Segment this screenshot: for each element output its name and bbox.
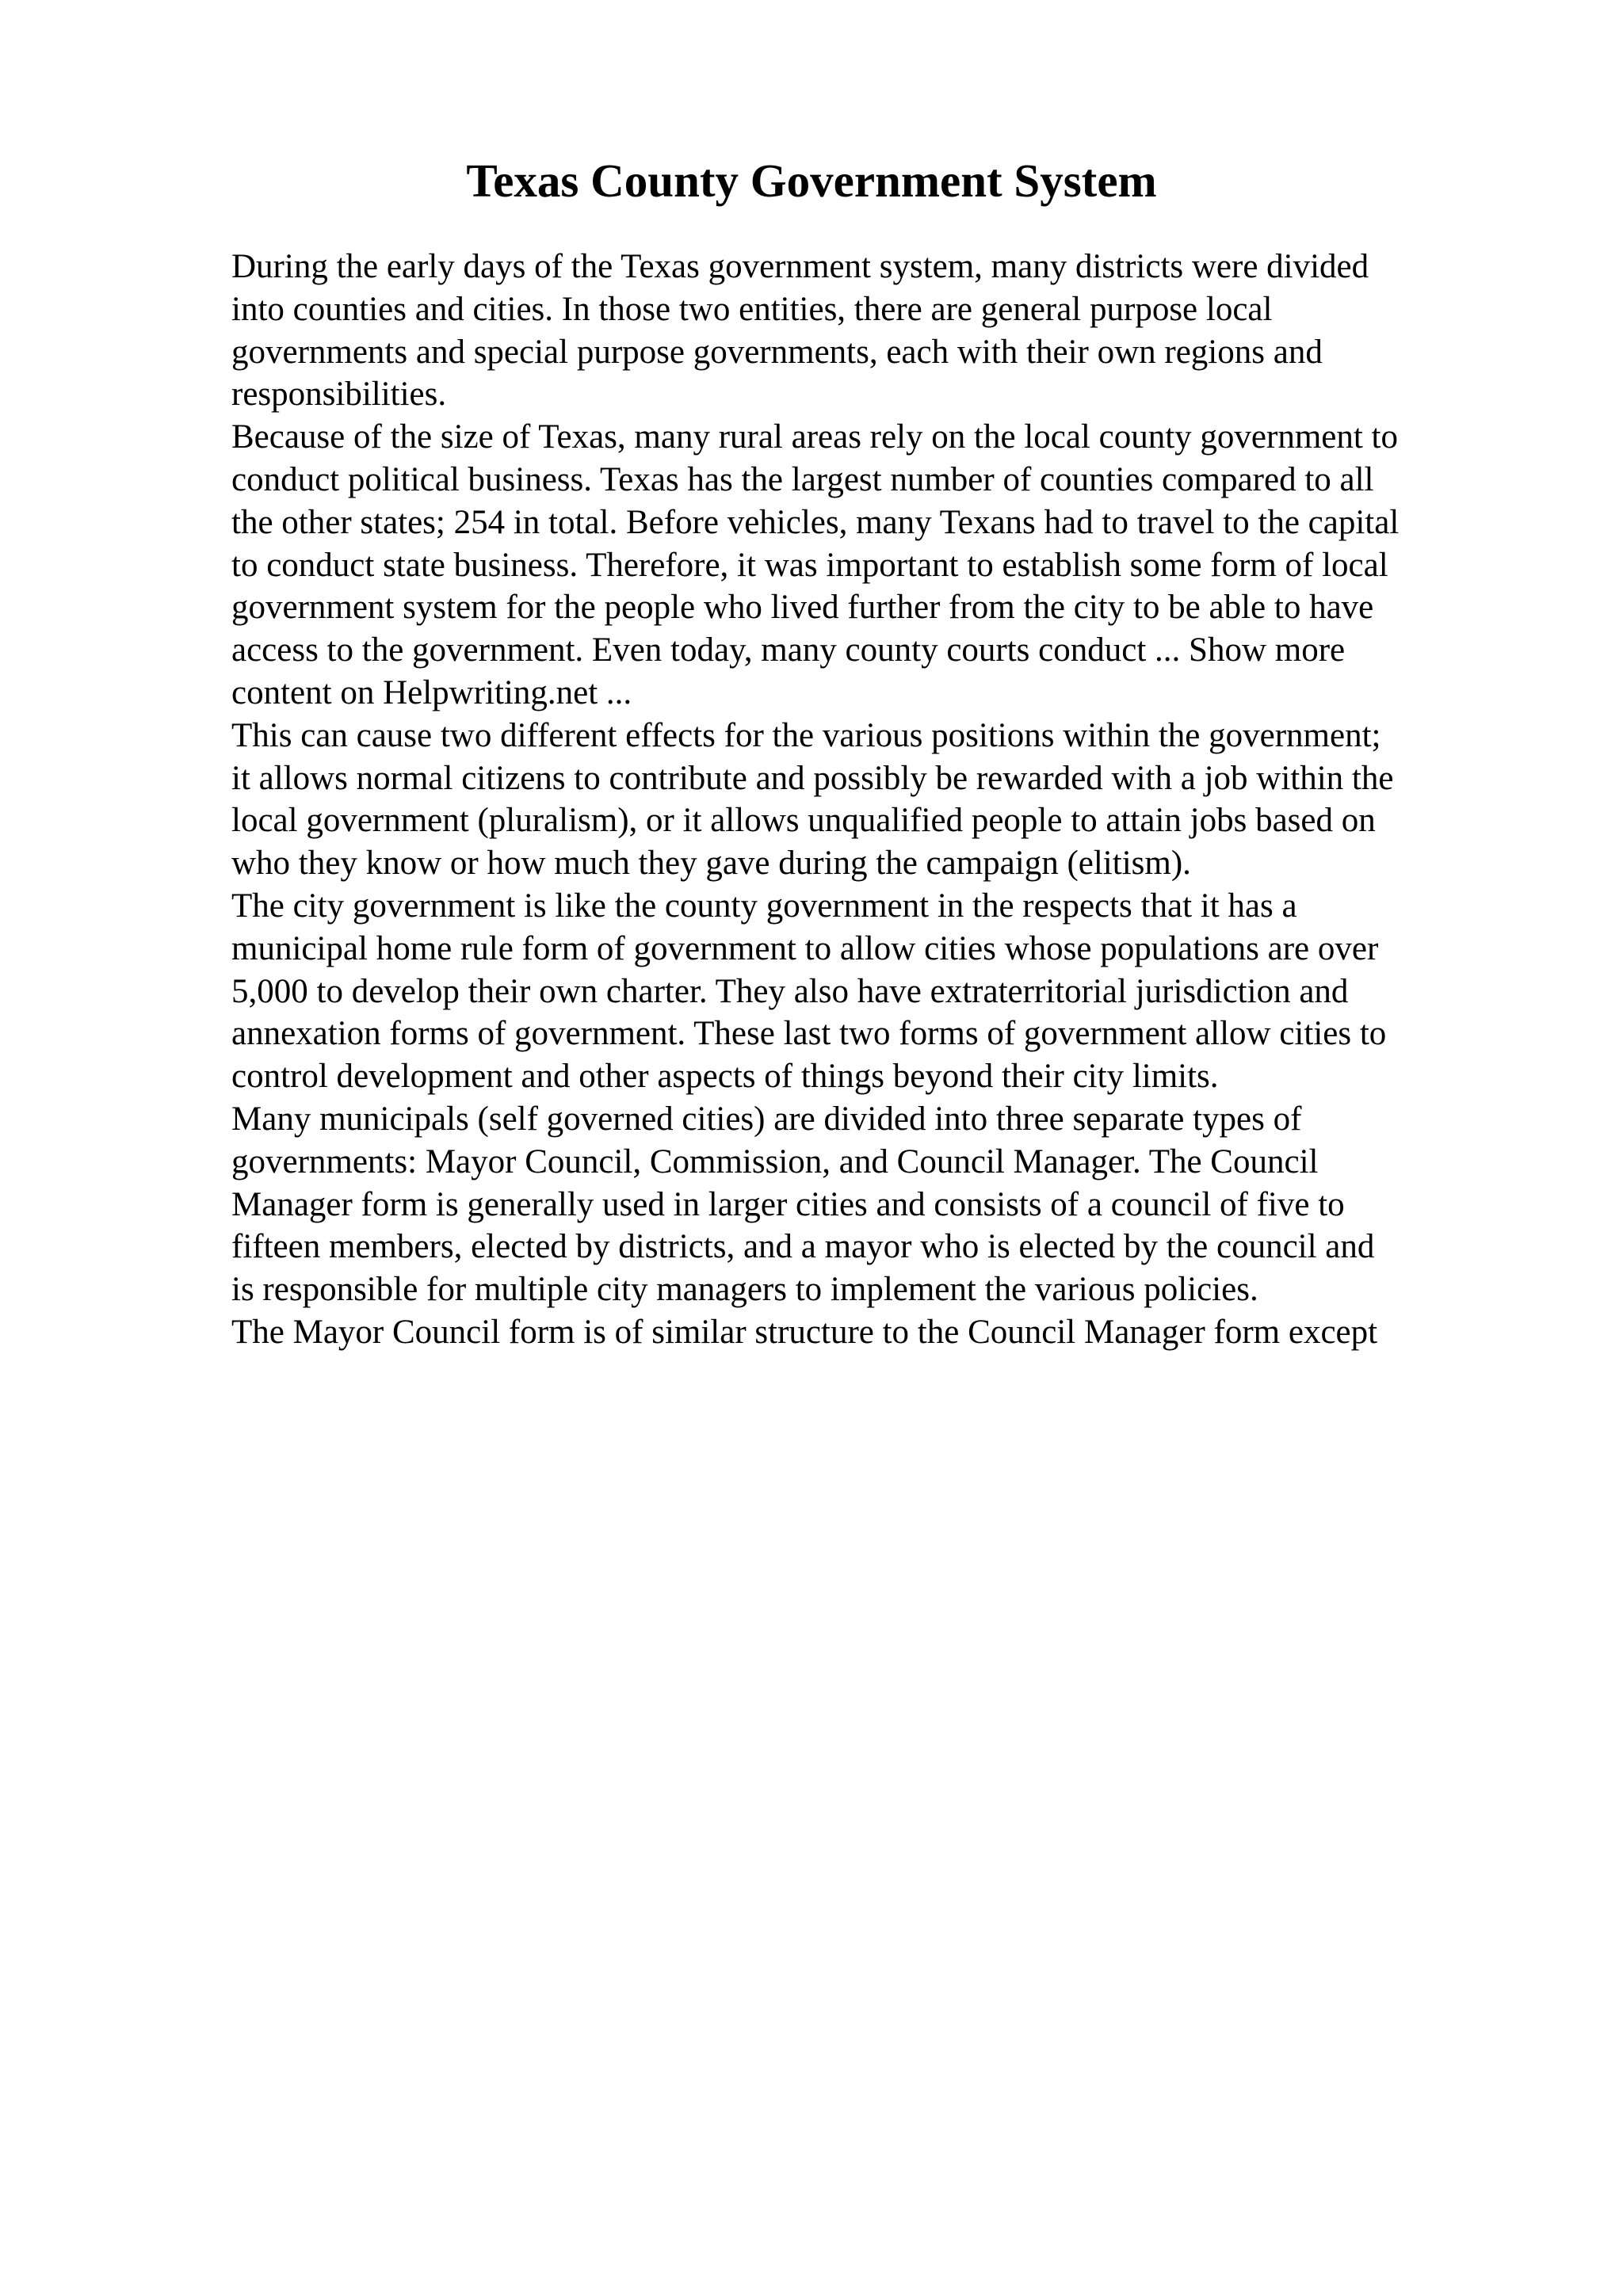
text-line: This can cause two different effects for the various positions within the government; xyxy=(231,716,1381,754)
text-line: is responsible for multiple city managers to implement the various policies. xyxy=(231,1271,1258,1309)
text-line: conduct political business. Texas has the largest number of counties compared to all xyxy=(231,460,1374,498)
text-line: Many municipals (self governed cities) are divided into three separate types of xyxy=(231,1100,1302,1138)
text-line: it allows normal citizens to contribute and possibly be rewarded with a job within the xyxy=(231,759,1394,797)
text-line: into counties and cities. In those two entities, there are general purpose local xyxy=(231,290,1273,328)
text-line: governments: Mayor Council, Commission, and Council Manager. The Council xyxy=(231,1142,1319,1180)
text-line: control development and other aspects of things beyond their city limits. xyxy=(231,1058,1219,1096)
text-line: who they know or how much they gave during the campaign (elitism). xyxy=(231,845,1191,883)
text-line: the other states; 254 in total. Before vehicles, many Texans had to travel to the capital xyxy=(231,503,1400,541)
text-line: to conduct state business. Therefore, it was important to establish some form of local xyxy=(231,546,1388,584)
text-line: The city government is like the county government in the respects that it has a xyxy=(231,887,1297,925)
text-line: responsibilities. xyxy=(231,376,447,414)
text-line: government system for the people who lived further from the city to be able to have xyxy=(231,589,1374,627)
text-line: municipal home rule form of government to allow cities whose populations are over xyxy=(231,929,1379,967)
text-line: 5,000 to develop their own charter. They also have extraterritorial jurisdiction and xyxy=(231,972,1349,1010)
text-line: annexation forms of government. These last two forms of government allow cities to xyxy=(231,1015,1387,1053)
text-line: Because of the size of Texas, many rural areas rely on the local county government to xyxy=(231,418,1398,456)
text-line: During the early days of the Texas government system, many districts were divided xyxy=(231,248,1369,285)
text-line: Manager form is generally used in larger cities and consists of a council of five to xyxy=(231,1185,1345,1223)
document-body xyxy=(231,246,1594,1354)
text-line: content on Helpwriting.net ... xyxy=(231,673,632,711)
text-line: fifteen members, elected by districts, and a mayor who is elected by the council and xyxy=(231,1228,1375,1266)
page-title: Texas County Government System xyxy=(466,154,1157,207)
text-line: access to the government. Even today, many county courts conduct ... Show more xyxy=(231,631,1346,669)
text-line: The Mayor Council form is of similar structure to the Council Manager form except xyxy=(231,1313,1378,1351)
text-line: local government (pluralism), or it allows unqualified people to attain jobs based on xyxy=(231,802,1376,840)
text-line: governments and special purpose governments, each with their own regions and xyxy=(231,333,1323,371)
